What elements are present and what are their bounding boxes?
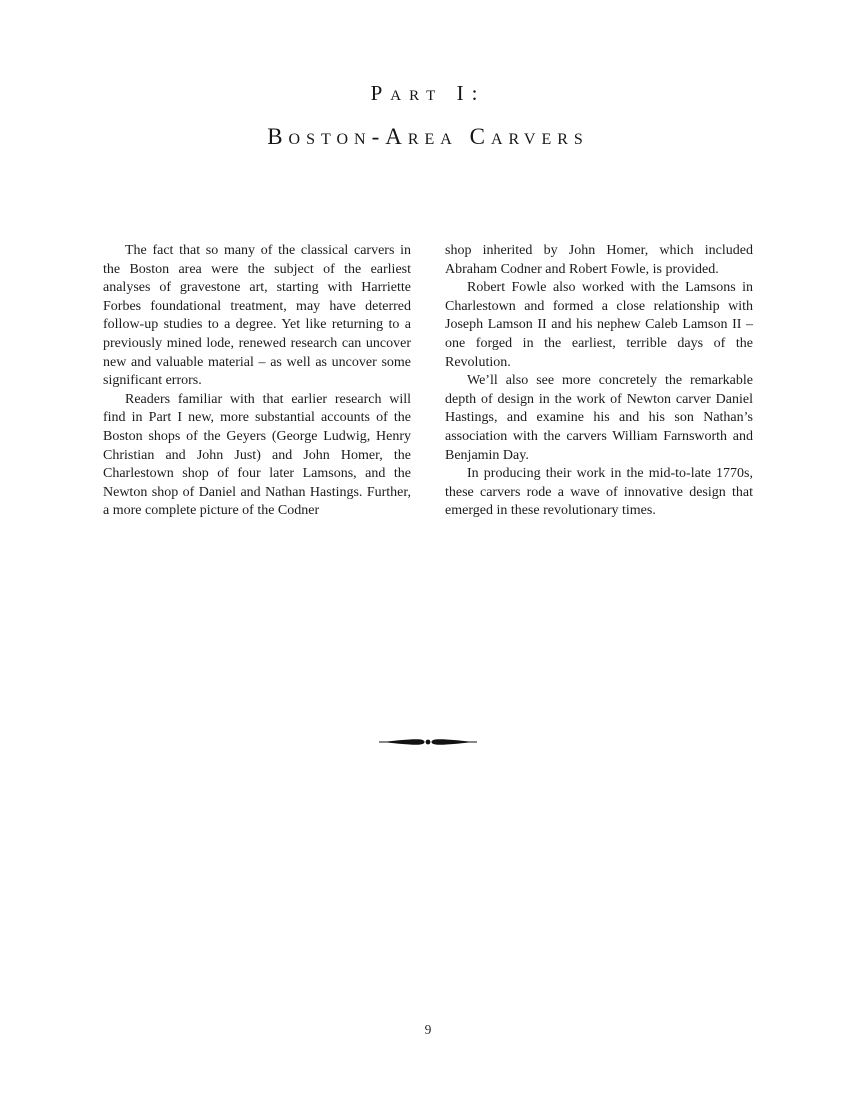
paragraph-right-3: We’ll also see more concretely the remarkable depth of design in the work of Newton carver Daniel Hastings, and examine his and his son Nathan’s association with the carvers William Farnsworth and Benjamin Day. <box>445 373 753 463</box>
part-header <box>0 82 856 149</box>
tailpiece-divider-ornament <box>379 734 477 750</box>
right-column <box>445 242 753 521</box>
body-text-columns <box>103 242 753 521</box>
part-title-heading: Boston-Area Carvers <box>267 124 589 150</box>
part-number-heading: Part I: <box>370 81 486 105</box>
divider-ornament-icon <box>379 734 477 750</box>
paragraph-left-1: The fact that so many of the classical carvers in the Boston area were the subject of the earliest analyses of gravestone art, starting with Harriette Forbes foundational treatment, may have deterred follow-up studies to a degree. Yet like returning to a previously mined lode, renewed research can uncover new and valuable material – as well as uncover some significant errors. <box>103 243 411 389</box>
paragraph-left-2: Readers familiar with that earlier research will find in Part I new, more substantial accounts of the Boston shops of the Geyers (George Ludwig, Henry Christian and John Just) and John Homer, the Charlestown shop of four later Lamsons, and the Newton shop of Daniel and Nathan Hastings. Further, a more complete picture of the Codner <box>103 391 411 519</box>
paragraph-right-1: shop inherited by John Homer, which included Abraham Codner and Robert Fowle, is provided. <box>445 243 753 277</box>
left-column <box>103 242 411 521</box>
paragraph-right-4: In producing their work in the mid-to-late 1770s, these carvers rode a wave of innovative design that emerged in these revolutionary times. <box>445 466 753 519</box>
paragraph-right-2: Robert Fowle also worked with the Lamsons in Charlestown and formed a close relationship with Joseph Lamson II and his nephew Caleb Lamson II – one forged in the earliest, terrible days of the Revolution. <box>445 280 753 370</box>
page-footer <box>0 1021 856 1039</box>
page-number: 9 <box>424 1022 432 1037</box>
